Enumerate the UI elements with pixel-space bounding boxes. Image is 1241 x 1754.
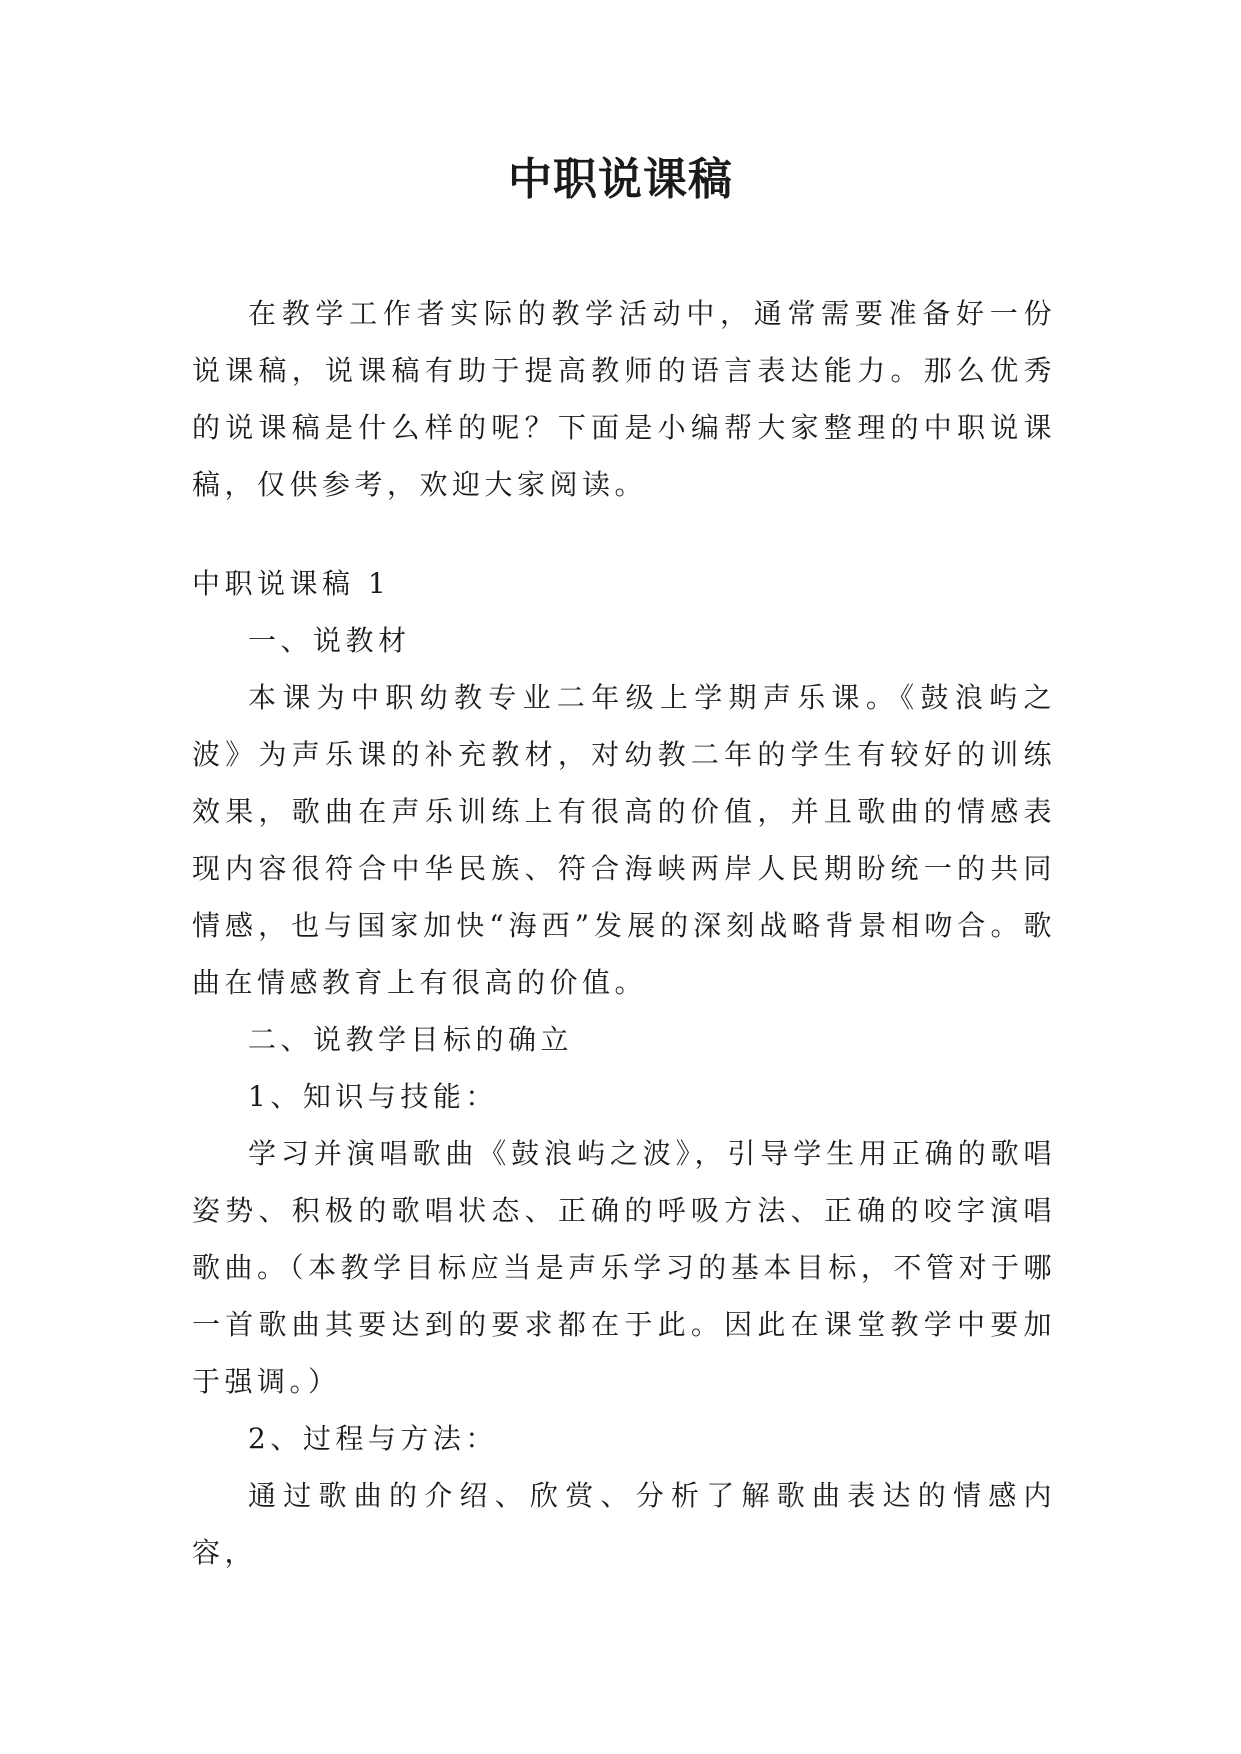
document-body [192, 285, 1056, 1581]
paragraph-textbook: 本课为中职幼教专业二年级上学期声乐课。《鼓浪屿之波》为声乐课的补充教材，对幼教二年的学生有较好的训练效果，歌曲在声乐训练上有很高的价值，并且歌曲的情感表现内容很符合中华民族、符合海峡两岸人民期盼统一的共同情感，也与国家加快“海西”发展的深刻战略背景相吻合。歌曲在情感教育上有很高的价值。 [192, 681, 1056, 999]
subheading-process-method: 2、过程与方法： [248, 1422, 498, 1455]
subheading-knowledge-skills: 1、知识与技能： [248, 1080, 498, 1113]
document-title: 中职说课稿 [508, 154, 733, 205]
heading-objectives: 二、说教学目标的确立 [248, 1023, 574, 1056]
intro-paragraph: 在教学工作者实际的教学活动中，通常需要准备好一份说课稿，说课稿有助于提高教师的语言表达能力。那么优秀的说课稿是什么样的呢？下面是小编帮大家整理的中职说课稿，仅供参考，欢迎大家阅读。 [192, 297, 1056, 501]
heading-textbook: 一、说教材 [248, 624, 411, 657]
section-heading: 中职说课稿 1 [192, 567, 391, 600]
paragraph-process-method: 通过歌曲的介绍、欣赏、分析了解歌曲表达的情感内容， [192, 1479, 1056, 1569]
section-spacer [192, 513, 1056, 555]
paragraph-knowledge-skills: 学习并演唱歌曲《鼓浪屿之波》，引导学生用正确的歌唱姿势、积极的歌唱状态、正确的呼吸方法、正确的咬字演唱歌曲。（本教学目标应当是声乐学习的基本目标，不管对于哪一首歌曲其要达到的要求都在于此。因此在课堂教学中要加于强调。） [192, 1137, 1056, 1398]
